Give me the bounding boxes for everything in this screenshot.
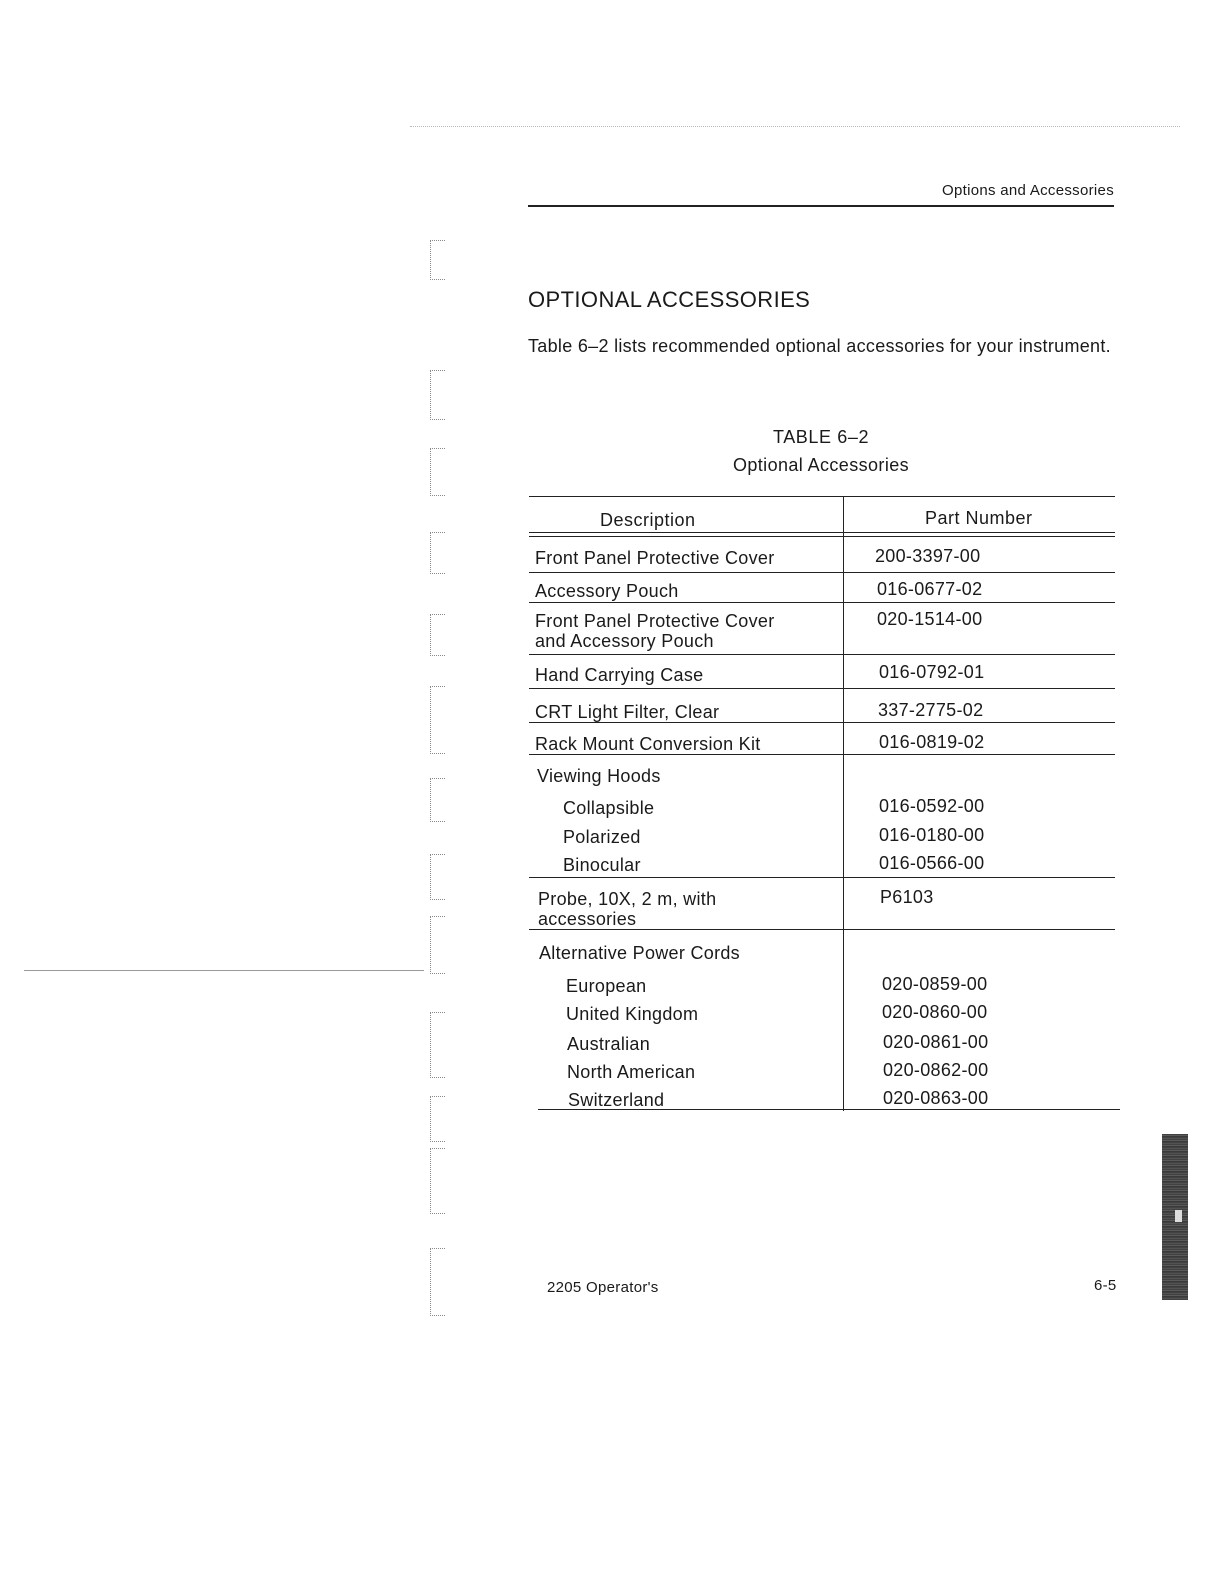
row-part-number: 016-0677-02 [877, 579, 983, 599]
group-item-label: Australian [567, 1034, 651, 1054]
group-item-part: 016-0180-00 [879, 825, 985, 845]
group-item-label: European [566, 976, 647, 996]
group-item-label: Binocular [563, 855, 641, 875]
group-description: Viewing Hoods [537, 766, 661, 786]
footer-page-number: 6-5 [1094, 1277, 1117, 1294]
group-item-part: 016-0566-00 [879, 853, 985, 873]
scan-edge-dots [410, 126, 1180, 129]
group-item-label: Collapsible [563, 798, 655, 818]
group-item-part: 020-0861-00 [883, 1032, 989, 1052]
row-description-line2: accessories [538, 909, 637, 929]
running-head: Options and Accessories [942, 182, 1114, 199]
row-description: Front Panel Protective Cover [535, 548, 775, 568]
group-item-part: 020-0860-00 [882, 1002, 988, 1022]
group-item-part: 016-0592-00 [879, 796, 985, 816]
row-part-number: 016-0819-02 [879, 732, 985, 752]
row-description: Rack Mount Conversion Kit [535, 734, 761, 754]
group-item-part: 020-0863-00 [883, 1088, 989, 1108]
header-part-number: Part Number [925, 508, 1033, 528]
row-description: Accessory Pouch [535, 581, 679, 601]
footer-manual-title: 2205 Operator's [547, 1279, 659, 1296]
section-index-tab [1162, 1134, 1188, 1300]
table-title: Optional Accessories [732, 455, 910, 475]
row-description-line2: and Accessory Pouch [535, 631, 714, 651]
row-part-number: P6103 [880, 887, 934, 907]
row-description: CRT Light Filter, Clear [535, 702, 720, 722]
row-part-number: 200-3397-00 [875, 546, 981, 566]
group-item-part: 020-0859-00 [882, 974, 988, 994]
row-part-number: 337-2775-02 [878, 700, 984, 720]
table-number: TABLE 6–2 [772, 427, 870, 447]
header-description: Description [600, 510, 696, 530]
group-item-part: 020-0862-00 [883, 1060, 989, 1080]
group-item-label: North American [567, 1062, 696, 1082]
header-rule [528, 205, 1114, 207]
group-item-label: Switzerland [568, 1090, 665, 1110]
section-title: OPTIONAL ACCESSORIES [528, 287, 811, 312]
margin-scan-line [24, 970, 424, 971]
row-part-number: 016-0792-01 [879, 662, 985, 682]
row-description: Probe, 10X, 2 m, with [538, 889, 717, 909]
group-item-label: United Kingdom [566, 1004, 699, 1024]
intro-paragraph: Table 6–2 lists recommended optional accessories for your instrument. [528, 336, 1111, 356]
group-description: Alternative Power Cords [539, 943, 740, 963]
group-item-label: Polarized [563, 827, 641, 847]
row-description: Hand Carrying Case [535, 665, 704, 685]
row-description: Front Panel Protective Cover [535, 611, 775, 631]
accessories-table [529, 496, 1115, 1111]
row-part-number: 020-1514-00 [877, 609, 983, 629]
binding-hole-marks [424, 240, 454, 1320]
